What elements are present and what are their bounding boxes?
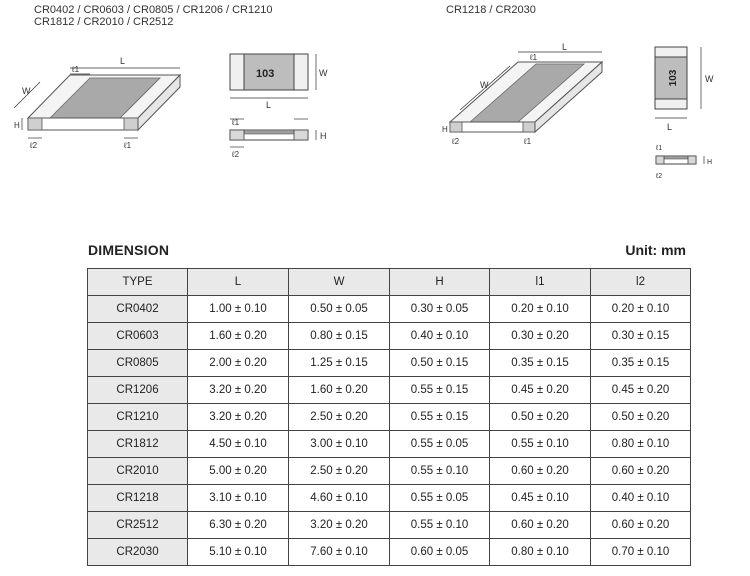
cell-W: 1.60 ± 0.20 (289, 377, 390, 404)
cell-H: 0.55 ± 0.05 (390, 485, 490, 512)
cell-L: 1.00 ± 0.10 (188, 296, 289, 323)
cell-L: 4.50 ± 0.10 (188, 431, 289, 458)
cell-L: 2.00 ± 0.20 (188, 350, 289, 377)
cell-l1: 0.20 ± 0.10 (490, 296, 591, 323)
cell-l2: 0.45 ± 0.20 (591, 377, 691, 404)
label-W-top: W (319, 68, 328, 78)
label-l1-right-top: ℓ1 (530, 53, 538, 62)
cell-l1: 0.50 ± 0.20 (490, 404, 591, 431)
caption-left-line2: CR1812 / CR2010 / CR2512 (34, 16, 174, 28)
table-row (88, 485, 691, 512)
cell-l2: 0.80 ± 0.10 (591, 431, 691, 458)
label-l2-left-bottom: ℓ2 (30, 141, 38, 150)
table-row (88, 539, 691, 566)
table-row (88, 458, 691, 485)
chip-top-view (220, 48, 330, 110)
marking-code-right: 103 (668, 69, 679, 87)
label-H-right-side: H (707, 159, 713, 166)
label-H-left: H (14, 121, 20, 130)
label-l1-left-top: ℓ1 (72, 65, 80, 74)
cell-l1: 0.80 ± 0.10 (490, 539, 591, 566)
cell-L: 3.20 ± 0.20 (188, 377, 289, 404)
label-W-right-top: W (705, 74, 714, 84)
cell-W: 0.80 ± 0.15 (289, 323, 390, 350)
label-L-right: L (562, 42, 568, 52)
header-W: W (289, 269, 390, 296)
cell-type: CR2010 (88, 458, 188, 485)
cell-l1: 0.55 ± 0.10 (490, 431, 591, 458)
cell-l2: 0.60 ± 0.20 (591, 458, 691, 485)
cell-H: 0.60 ± 0.05 (390, 539, 490, 566)
cell-type: CR1210 (88, 404, 188, 431)
table-row (88, 377, 691, 404)
table-row (88, 431, 691, 458)
cell-H: 0.55 ± 0.10 (390, 458, 490, 485)
table-row (88, 323, 691, 350)
cell-W: 3.00 ± 0.10 (289, 431, 390, 458)
cell-l2: 0.30 ± 0.15 (591, 323, 691, 350)
cell-l1: 0.45 ± 0.20 (490, 377, 591, 404)
cell-type: CR1218 (88, 485, 188, 512)
label-H-side: H (320, 131, 327, 141)
label-L-top: L (266, 100, 272, 110)
cell-W: 0.50 ± 0.05 (289, 296, 390, 323)
cell-l2: 0.40 ± 0.10 (591, 485, 691, 512)
cell-l1: 0.30 ± 0.20 (490, 323, 591, 350)
cell-L: 3.20 ± 0.20 (188, 404, 289, 431)
table-row (88, 404, 691, 431)
caption-left-line1: CR0402 / CR0603 / CR0805 / CR1206 / CR1210 (34, 4, 273, 16)
cell-type: CR0603 (88, 323, 188, 350)
cell-l2: 0.50 ± 0.20 (591, 404, 691, 431)
cell-W: 2.50 ± 0.20 (289, 404, 390, 431)
label-l1-side: ℓ1 (232, 118, 240, 127)
unit-label: Unit: mm (625, 242, 686, 258)
cell-W: 4.60 ± 0.10 (289, 485, 390, 512)
cell-type: CR1206 (88, 377, 188, 404)
cell-type: CR0402 (88, 296, 188, 323)
header-type: TYPE (88, 269, 188, 296)
cell-L: 5.00 ± 0.20 (188, 458, 289, 485)
cell-L: 1.60 ± 0.20 (188, 323, 289, 350)
label-l2-right-bottom: ℓ2 (452, 137, 460, 146)
label-W-right: W (480, 80, 489, 90)
cell-H: 0.55 ± 0.05 (390, 431, 490, 458)
chip-isometric-diagram-right (440, 40, 615, 150)
label-l1-right-side: ℓ1 (656, 145, 663, 152)
cell-l2: 0.20 ± 0.10 (591, 296, 691, 323)
label-l1-right-bottom: ℓ1 (524, 137, 532, 146)
cell-l2: 0.35 ± 0.15 (591, 350, 691, 377)
label-L-right-top: L (667, 122, 673, 132)
cell-L: 6.30 ± 0.20 (188, 512, 289, 539)
table-header-row (88, 269, 691, 296)
header-l1: l1 (490, 269, 591, 296)
cell-l2: 0.70 ± 0.10 (591, 539, 691, 566)
cell-H: 0.40 ± 0.10 (390, 323, 490, 350)
caption-right-line1: CR1218 / CR2030 (446, 4, 536, 16)
label-L-left: L (120, 56, 126, 66)
cell-H: 0.55 ± 0.10 (390, 512, 490, 539)
cell-l1: 0.60 ± 0.20 (490, 458, 591, 485)
cell-L: 5.10 ± 0.10 (188, 539, 289, 566)
cell-L: 3.10 ± 0.10 (188, 485, 289, 512)
marking-code: 103 (256, 68, 275, 80)
chip-side-view-right (648, 140, 718, 188)
table-row (88, 512, 691, 539)
cell-type: CR0805 (88, 350, 188, 377)
cell-W: 1.25 ± 0.15 (289, 350, 390, 377)
section-title: DIMENSION (88, 242, 170, 258)
cell-type: CR1812 (88, 431, 188, 458)
cell-H: 0.55 ± 0.15 (390, 377, 490, 404)
cell-l1: 0.35 ± 0.15 (490, 350, 591, 377)
table-row (88, 296, 691, 323)
label-W-left: W (22, 86, 31, 96)
chip-isometric-diagram-left (10, 50, 200, 155)
label-l1-left-bottom: ℓ1 (124, 141, 132, 150)
cell-H: 0.50 ± 0.15 (390, 350, 490, 377)
cell-type: CR2030 (88, 539, 188, 566)
cell-H: 0.30 ± 0.05 (390, 296, 490, 323)
cell-l1: 0.60 ± 0.20 (490, 512, 591, 539)
header-L: L (188, 269, 289, 296)
header-l2: l2 (591, 269, 691, 296)
cell-H: 0.55 ± 0.15 (390, 404, 490, 431)
cell-l1: 0.45 ± 0.10 (490, 485, 591, 512)
cell-W: 2.50 ± 0.20 (289, 458, 390, 485)
dimension-table (87, 268, 691, 566)
chip-top-view-right (645, 42, 725, 134)
header-H: H (390, 269, 490, 296)
label-l2-right-side: ℓ2 (656, 173, 663, 180)
cell-W: 7.60 ± 0.10 (289, 539, 390, 566)
table-row (88, 350, 691, 377)
chip-side-view (220, 115, 340, 170)
cell-l2: 0.60 ± 0.20 (591, 512, 691, 539)
label-l2-side: ℓ2 (232, 150, 240, 159)
label-H-right: H (442, 125, 448, 134)
cell-type: CR2512 (88, 512, 188, 539)
cell-W: 3.20 ± 0.20 (289, 512, 390, 539)
